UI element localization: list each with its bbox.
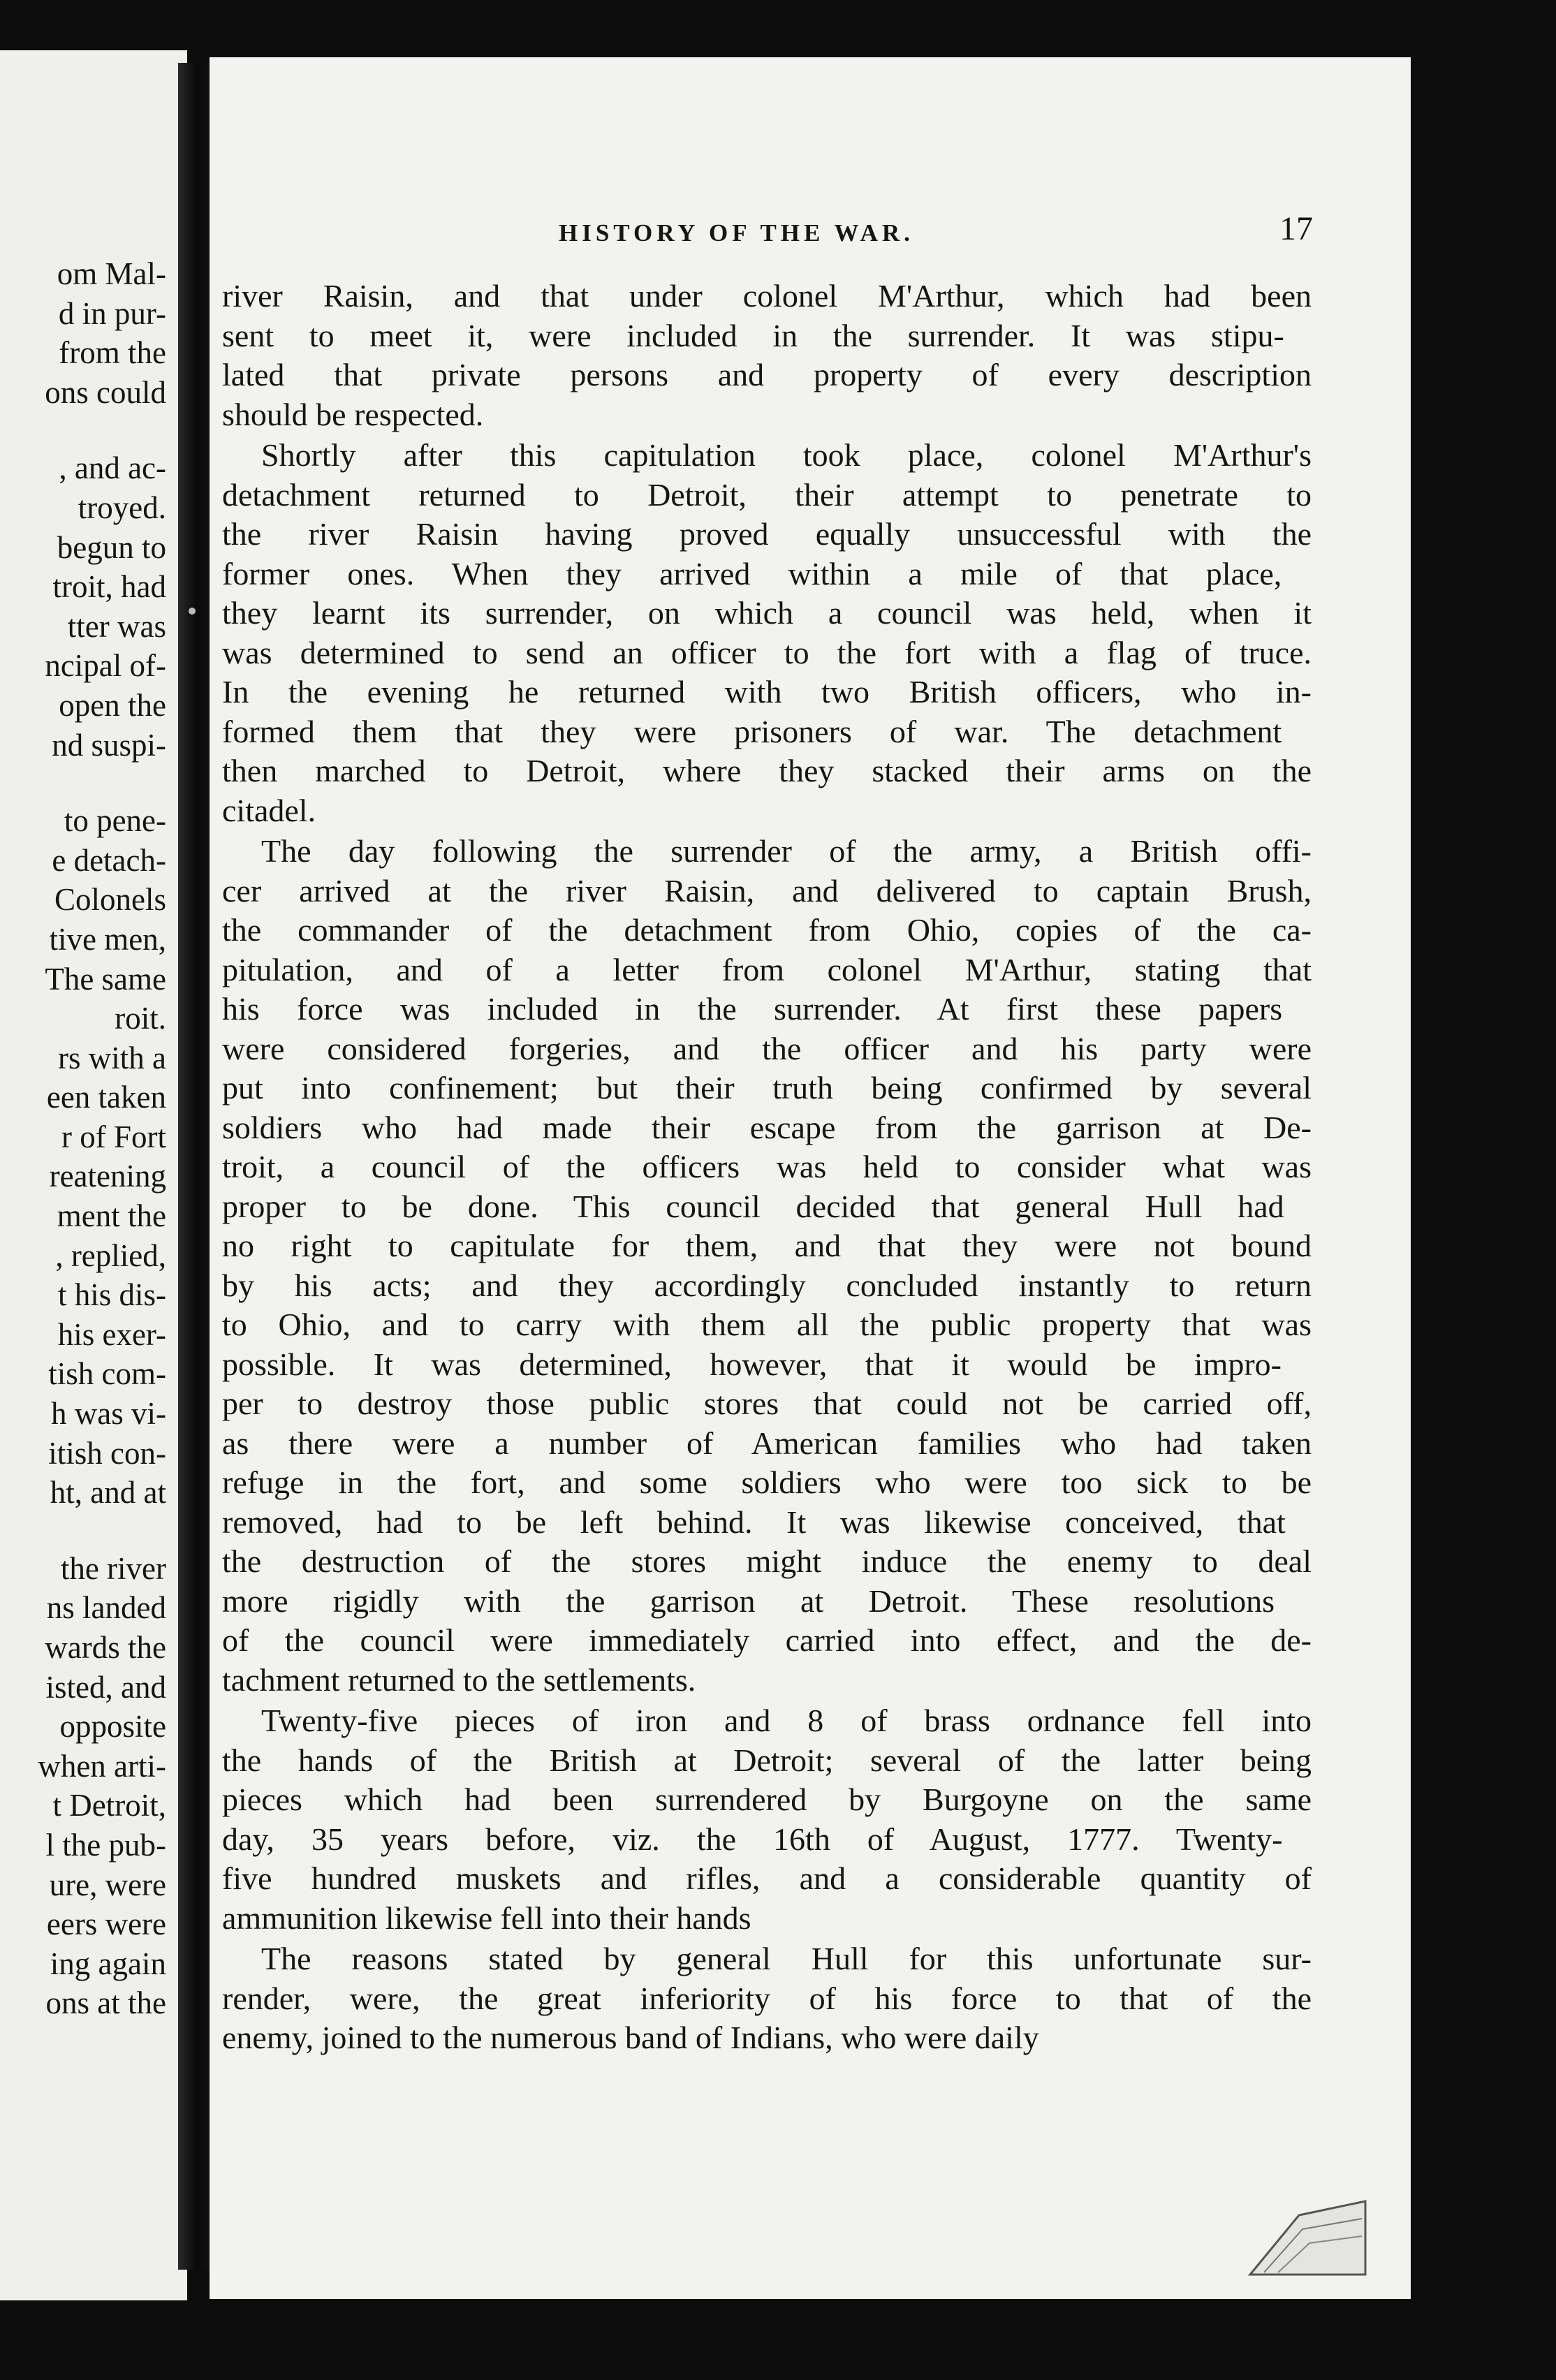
left-text-fragment: The same — [45, 961, 166, 997]
left-text-fragment: t his dis- — [57, 1277, 166, 1313]
text-line: the river Raisin having proved equally unsuccessful with the — [222, 516, 1312, 552]
text-line: his force was included in the surrender. At first these papers — [222, 991, 1283, 1027]
left-text-fragment: , and ac- — [59, 450, 166, 486]
text-line: tachment returned to the settlements. — [222, 1661, 696, 1698]
left-blank-line — [0, 412, 187, 448]
text-line: lated that private persons and property of every description — [222, 357, 1312, 392]
paragraph — [222, 832, 1312, 1700]
left-text-fragment: begun to — [57, 529, 166, 565]
left-text-fragment: om Mal- — [57, 256, 166, 291]
left-text-fragment: isted, and — [45, 1669, 166, 1705]
paragraph — [222, 1939, 1312, 2058]
text-line: was determined to send an officer to the fort with a flag of truce. — [222, 634, 1312, 670]
left-text-fragment: roit. — [115, 1001, 166, 1036]
text-line: cer arrived at the river Raisin, and delivered to captain Brush, — [222, 872, 1312, 909]
left-text-fragment: open the — [59, 687, 166, 723]
left-text-fragment: tive men, — [49, 921, 166, 957]
text-line: proper to be done. This council decided that general Hull had — [222, 1188, 1284, 1224]
text-line: removed, had to be left behind. It was likewise conceived, that — [222, 1504, 1286, 1540]
text-line: to Ohio, and to carry with them all the public property that was — [222, 1307, 1312, 1342]
text-line: pieces which had been surrendered by Burgoyne on the same — [222, 1782, 1312, 1817]
text-line: render, were, the great inferiority of his force to that of the — [222, 1980, 1312, 2016]
text-line: possible. It was determined, however, that it would be impro- — [222, 1346, 1282, 1382]
text-line: they learnt its surrender, on which a council was held, when it — [222, 595, 1312, 631]
text-line: the destruction of the stores might induce the enemy to deal — [222, 1543, 1312, 1579]
left-text-fragment: tish com- — [48, 1356, 166, 1392]
left-text-fragment: from the — [59, 335, 166, 371]
text-line: pitulation, and of a letter from colonel M'Arthur, stating that — [222, 951, 1312, 987]
left-text-fragment: t Detroit, — [52, 1788, 166, 1823]
left-text-fragment: d in pur- — [58, 295, 166, 331]
text-line: refuge in the fort, and some soldiers who were too sick to be — [222, 1464, 1312, 1500]
paragraph-gap — [222, 2058, 1312, 2059]
body-text — [222, 277, 1312, 2059]
text-line: formed them that they were prisoners of war. The detachment — [222, 713, 1282, 749]
text-line: as there were a number of American families who had taken — [222, 1425, 1312, 1461]
left-text-fragment: rs with a — [58, 1040, 166, 1075]
text-line: The reasons stated by general Hull for this unfortunate sur- — [261, 1941, 1312, 1976]
text-line: should be respected. — [222, 396, 484, 432]
text-line: detachment returned to Detroit, their attempt to penetrate to — [222, 476, 1312, 513]
left-text-fragment: een taken — [46, 1080, 166, 1115]
left-text-fragment: ons could — [45, 374, 166, 410]
text-line: per to destroy those public stores that could not be carried off, — [222, 1386, 1312, 1421]
text-line: no right to capitulate for them, and that they were not bound — [222, 1228, 1312, 1263]
text-line: enemy, joined to the numerous band of Indians, who were daily — [222, 2020, 1039, 2055]
left-text-fragment: ns landed — [46, 1590, 166, 1626]
left-text-fragment: opposite — [59, 1709, 166, 1744]
left-text-fragment: tter was — [67, 608, 166, 644]
right-page — [210, 57, 1411, 2299]
left-text-fragment: eers were — [46, 1907, 166, 1942]
page-number: 17 — [1279, 210, 1313, 247]
left-text-fragment: e detach- — [52, 842, 166, 878]
left-text-fragment: ure, were — [49, 1867, 166, 1902]
left-text-fragment: r of Fort — [61, 1119, 166, 1154]
text-line: sent to meet it, were included in the surrender. It was stipu- — [222, 317, 1284, 353]
text-line: ammunition likewise fell into their hands — [222, 1900, 751, 1936]
text-line: former ones. When they arrived within a mile of that place, — [222, 555, 1282, 592]
left-page-edge — [0, 50, 187, 2300]
text-line: river Raisin, and that under colonel M'Arthur, which had been — [222, 278, 1312, 314]
paragraph — [222, 277, 1312, 434]
text-line: Twenty-five pieces of iron and 8 of brass ordnance fell into — [261, 1703, 1312, 1738]
text-line: then marched to Detroit, where they stacked their arms on the — [222, 753, 1312, 788]
left-text-fragment: when arti- — [38, 1748, 166, 1784]
left-text-fragment: Colonels — [54, 882, 166, 918]
left-text-fragment: his exer- — [57, 1316, 166, 1352]
text-line: the commander of the detachment from Ohio, copies of the ca- — [222, 912, 1312, 948]
text-line: Shortly after this capitulation took place, colonel M'Arthur's — [261, 437, 1312, 473]
text-line: soldiers who had made their escape from the garrison at De- — [222, 1109, 1312, 1145]
left-page-text — [0, 254, 187, 2023]
page-header — [210, 210, 1411, 251]
left-text-fragment: itish con- — [48, 1435, 166, 1471]
left-text-fragment: l the pub- — [45, 1827, 166, 1863]
left-text-fragment: ncipal of- — [45, 648, 166, 684]
paragraph — [222, 1701, 1312, 1938]
text-line: the hands of the British at Detroit; several of the latter being — [222, 1742, 1312, 1778]
left-text-fragment: reatening — [49, 1159, 166, 1194]
text-line: day, 35 years before, viz. the 16th of August, 1777. Twenty- — [222, 1821, 1283, 1857]
ink-smudge — [189, 608, 196, 615]
left-blank-line — [0, 1513, 187, 1549]
text-line: five hundred muskets and rifles, and a considerable quantity of — [222, 1860, 1312, 1896]
running-title: HISTORY OF THE WAR. — [559, 219, 914, 247]
left-text-fragment: , replied, — [55, 1237, 166, 1273]
left-text-fragment: the river — [60, 1550, 166, 1586]
left-text-fragment: wards the — [45, 1630, 166, 1665]
text-line: more rigidly with the garrison at Detroit. These resolutions — [222, 1582, 1275, 1619]
left-text-fragment: troyed. — [78, 490, 166, 525]
left-text-fragment: nd suspi- — [52, 727, 166, 763]
text-line: of the council were immediately carried into effect, and the de- — [222, 1622, 1312, 1658]
left-blank-line — [0, 765, 187, 801]
left-text-fragment: ing again — [50, 1946, 166, 1981]
text-line: The day following the surrender of the army, a British offi- — [261, 833, 1312, 869]
folded-corner-mark — [1236, 2194, 1369, 2278]
text-line: citadel. — [222, 792, 316, 828]
left-text-fragment: h was vi- — [51, 1396, 166, 1432]
left-text-fragment: ht, and at — [50, 1475, 166, 1511]
paragraph — [222, 436, 1312, 830]
text-line: In the evening he returned with two British officers, who in- — [222, 674, 1312, 710]
left-text-fragment: troit, had — [52, 569, 166, 605]
text-line: put into confinement; but their truth being confirmed by several — [222, 1070, 1312, 1105]
text-line: were considered forgeries, and the officer and his party were — [222, 1030, 1312, 1066]
text-line: troit, a council of the officers was held to consider what was — [222, 1149, 1312, 1184]
text-line: by his acts; and they accordingly concluded instantly to return — [222, 1267, 1312, 1303]
left-text-fragment: ment the — [57, 1198, 166, 1234]
left-text-fragment: to pene- — [64, 803, 166, 839]
left-text-fragment: ons at the — [45, 1985, 166, 2021]
